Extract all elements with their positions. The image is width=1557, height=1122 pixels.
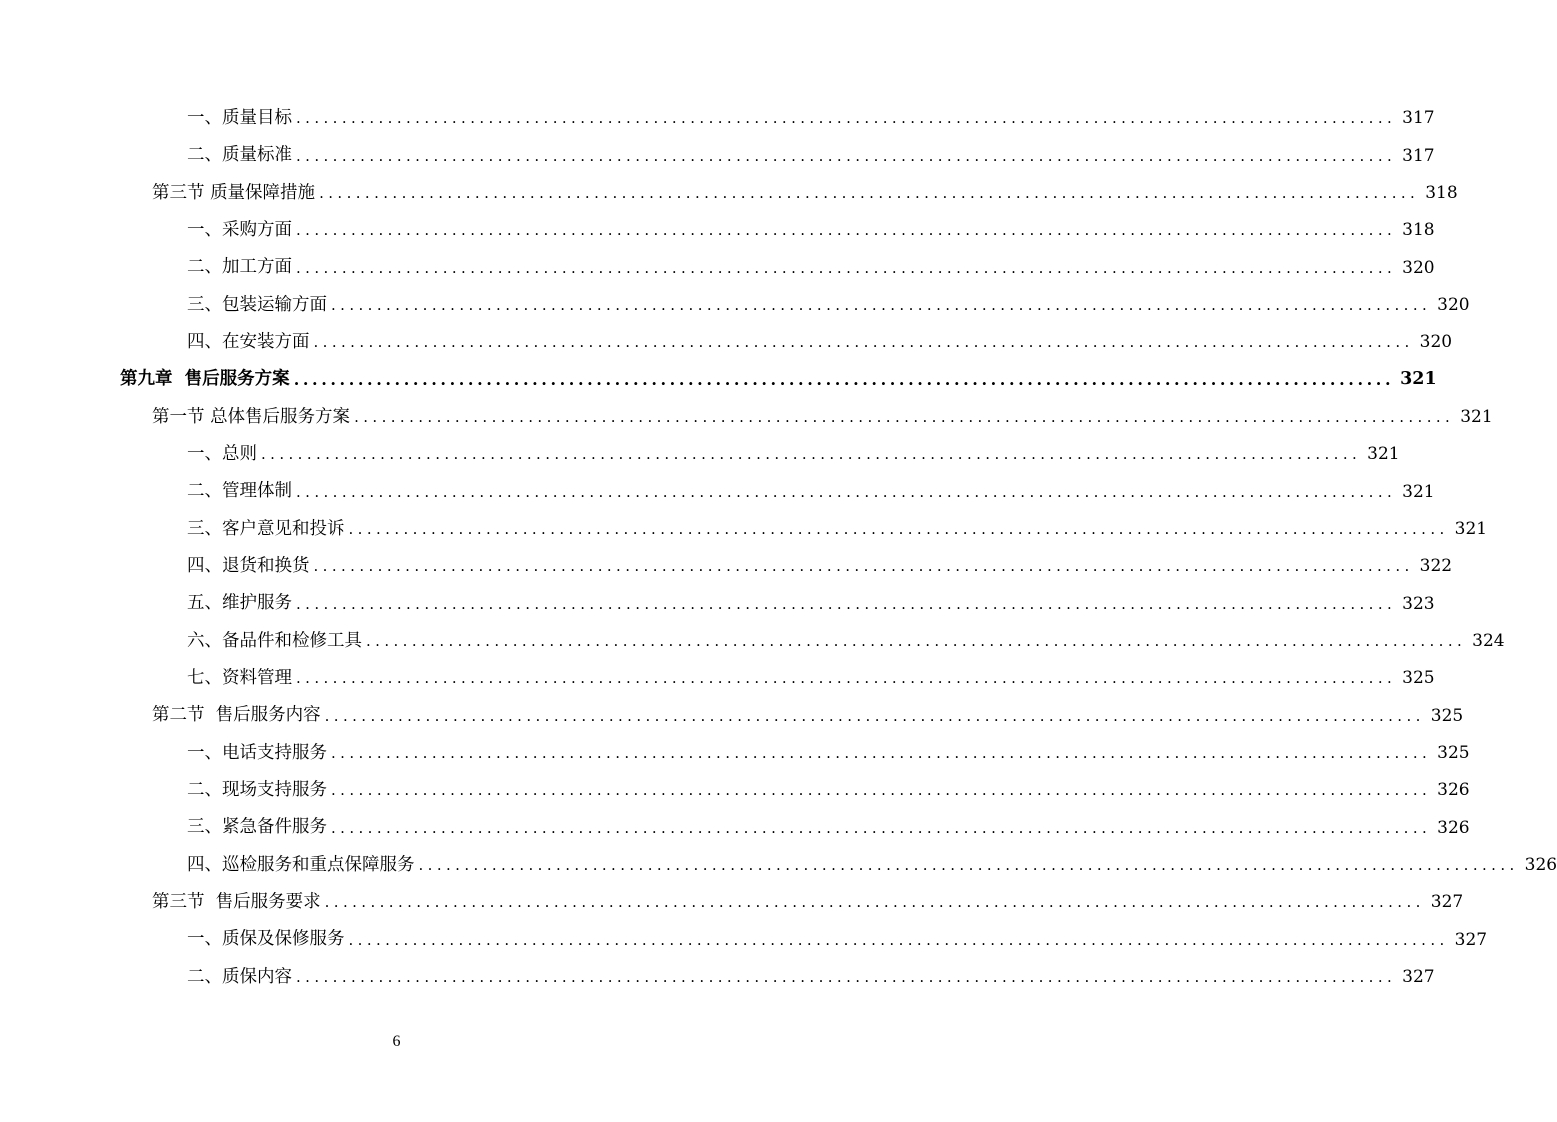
toc-entry-title: 二、管理体制 [187,481,292,502]
toc-entry-page-number: 326 [1437,780,1470,801]
toc-entry-page-number: 321 [1460,406,1493,427]
toc-dot-leader: ........................................................................................................................ [348,930,1449,949]
toc-entry-title: 二、质保内容 [187,966,292,987]
toc-entry-page-number: 325 [1402,668,1435,689]
toc-dot-leader: ........................................................................................................................ [296,109,1397,128]
toc-item-entry[interactable] [0,772,1470,809]
toc-dot-leader: ........................................................................................................................ [331,744,1432,763]
toc-item-entry[interactable] [0,810,1470,847]
toc-item-entry[interactable] [0,585,1435,622]
table-of-contents [0,100,1557,996]
toc-dot-leader: ........................................................................................................................ [261,445,1362,464]
toc-entry-title: 二、现场支持服务 [187,780,327,801]
toc-entry-page-number: 320 [1437,294,1470,315]
toc-entry-title: 第三节 售后服务要求 [152,892,321,913]
toc-item-entry[interactable] [0,735,1470,772]
toc-entry-title: 四、在安装方面 [187,331,310,352]
toc-dot-leader: ........................................................................................................................ [418,856,1519,875]
toc-entry-title: 四、退货和换货 [187,556,310,577]
toc-item-entry[interactable] [0,623,1505,660]
toc-section-entry[interactable] [0,399,1493,436]
toc-dot-leader: ........................................................................................................................ [366,631,1467,650]
toc-item-entry[interactable] [0,847,1557,884]
toc-entry-title: 一、总则 [187,444,257,465]
toc-entry-page-number: 325 [1430,705,1464,726]
toc-entry-title: 二、加工方面 [187,257,292,278]
toc-entry-title: 第三节 质量保障措施 [152,182,316,203]
toc-section-entry[interactable] [0,884,1464,921]
toc-entry-page-number: 321 [1454,518,1488,539]
page-number: 6 [392,1033,401,1050]
toc-entry-title: 一、电话支持服务 [187,742,327,763]
toc-dot-leader: ........................................................................................................................ [331,818,1432,837]
toc-dot-leader: ........................................................................................................................ [296,594,1397,613]
toc-entry-title: 第一节 总体售后服务方案 [152,406,351,427]
toc-entry-page-number: 321 [1367,444,1400,465]
toc-entry-title: 三、客户意见和投诉 [187,518,345,539]
toc-entry-page-number: 321 [1402,481,1435,502]
toc-entry-page-number: 327 [1430,892,1464,913]
toc-dot-leader: ........................................................................................................................ [296,221,1397,240]
toc-entry-title: 一、采购方面 [187,219,292,240]
toc-section-entry[interactable] [0,175,1458,212]
toc-entry-page-number: 322 [1419,556,1453,577]
toc-item-entry[interactable] [0,548,1453,585]
toc-entry-page-number: 320 [1419,332,1453,353]
toc-entry-page-number: 320 [1402,257,1435,278]
toc-section-entry[interactable] [0,698,1464,735]
toc-dot-leader: ........................................................................................................................ [296,258,1397,277]
toc-entry-page-number: 317 [1402,108,1435,129]
toc-item-entry[interactable] [0,287,1470,324]
toc-dot-leader: ........................................................................................................................ [319,183,1420,202]
toc-item-entry[interactable] [0,249,1435,286]
toc-dot-leader: ........................................................................................................................ [348,519,1449,538]
toc-entry-page-number: 327 [1402,967,1435,988]
toc-entry-title: 一、质量目标 [187,107,292,128]
toc-entry-page-number: 318 [1425,182,1458,203]
toc-item-entry[interactable] [0,137,1435,174]
toc-item-entry[interactable] [0,324,1453,361]
toc-dot-leader: ........................................................................................................................ [331,781,1432,800]
toc-entry-page-number: 326 [1524,855,1557,876]
toc-item-entry[interactable] [0,212,1435,249]
toc-entry-title: 六、备品件和检修工具 [187,630,362,651]
toc-dot-leader: ........................................................................................................................ [313,333,1414,352]
toc-entry-title: 五、维护服务 [187,593,292,614]
toc-entry-title: 一、质保及保修服务 [187,929,345,950]
toc-dot-leader: ........................................................................................................................ [313,557,1414,576]
toc-item-entry[interactable] [0,100,1435,137]
toc-entry-title: 四、巡检服务和重点保障服务 [187,854,415,875]
toc-entry-page-number: 327 [1454,929,1488,950]
toc-entry-page-number: 318 [1402,220,1435,241]
toc-item-entry[interactable] [0,959,1435,996]
toc-entry-title: 三、包装运输方面 [187,294,327,315]
toc-chapter-entry[interactable] [0,361,1437,398]
toc-entry-title: 七、资料管理 [187,668,292,689]
toc-entry-page-number: 324 [1472,630,1505,651]
toc-entry-title: 二、质量标准 [187,145,292,166]
toc-item-entry[interactable] [0,436,1400,473]
toc-dot-leader: ........................................................................................................................ [296,669,1397,688]
toc-entry-title: 三、紧急备件服务 [187,817,327,838]
toc-item-entry[interactable] [0,473,1435,510]
toc-dot-leader: ........................................................................................................................ [354,407,1455,426]
toc-dot-leader: ........................................................................................................................ [331,295,1432,314]
toc-entry-page-number: 323 [1402,593,1435,614]
toc-dot-leader: ........................................................................................................................ [293,370,1395,390]
toc-dot-leader: ........................................................................................................................ [296,482,1397,501]
toc-entry-page-number: 325 [1437,743,1470,764]
toc-item-entry[interactable] [0,922,1488,959]
toc-dot-leader: ........................................................................................................................ [324,893,1425,912]
toc-entry-page-number: 321 [1400,369,1437,390]
toc-entry-title: 第二节 售后服务内容 [152,705,321,726]
toc-dot-leader: ........................................................................................................................ [324,706,1425,725]
toc-item-entry[interactable] [0,511,1488,548]
toc-item-entry[interactable] [0,660,1435,697]
toc-entry-page-number: 326 [1437,817,1470,838]
toc-dot-leader: ........................................................................................................................ [296,146,1397,165]
toc-entry-page-number: 317 [1402,145,1435,166]
toc-dot-leader: ........................................................................................................................ [296,968,1397,987]
toc-entry-title: 第九章 售后服务方案 [120,369,290,390]
